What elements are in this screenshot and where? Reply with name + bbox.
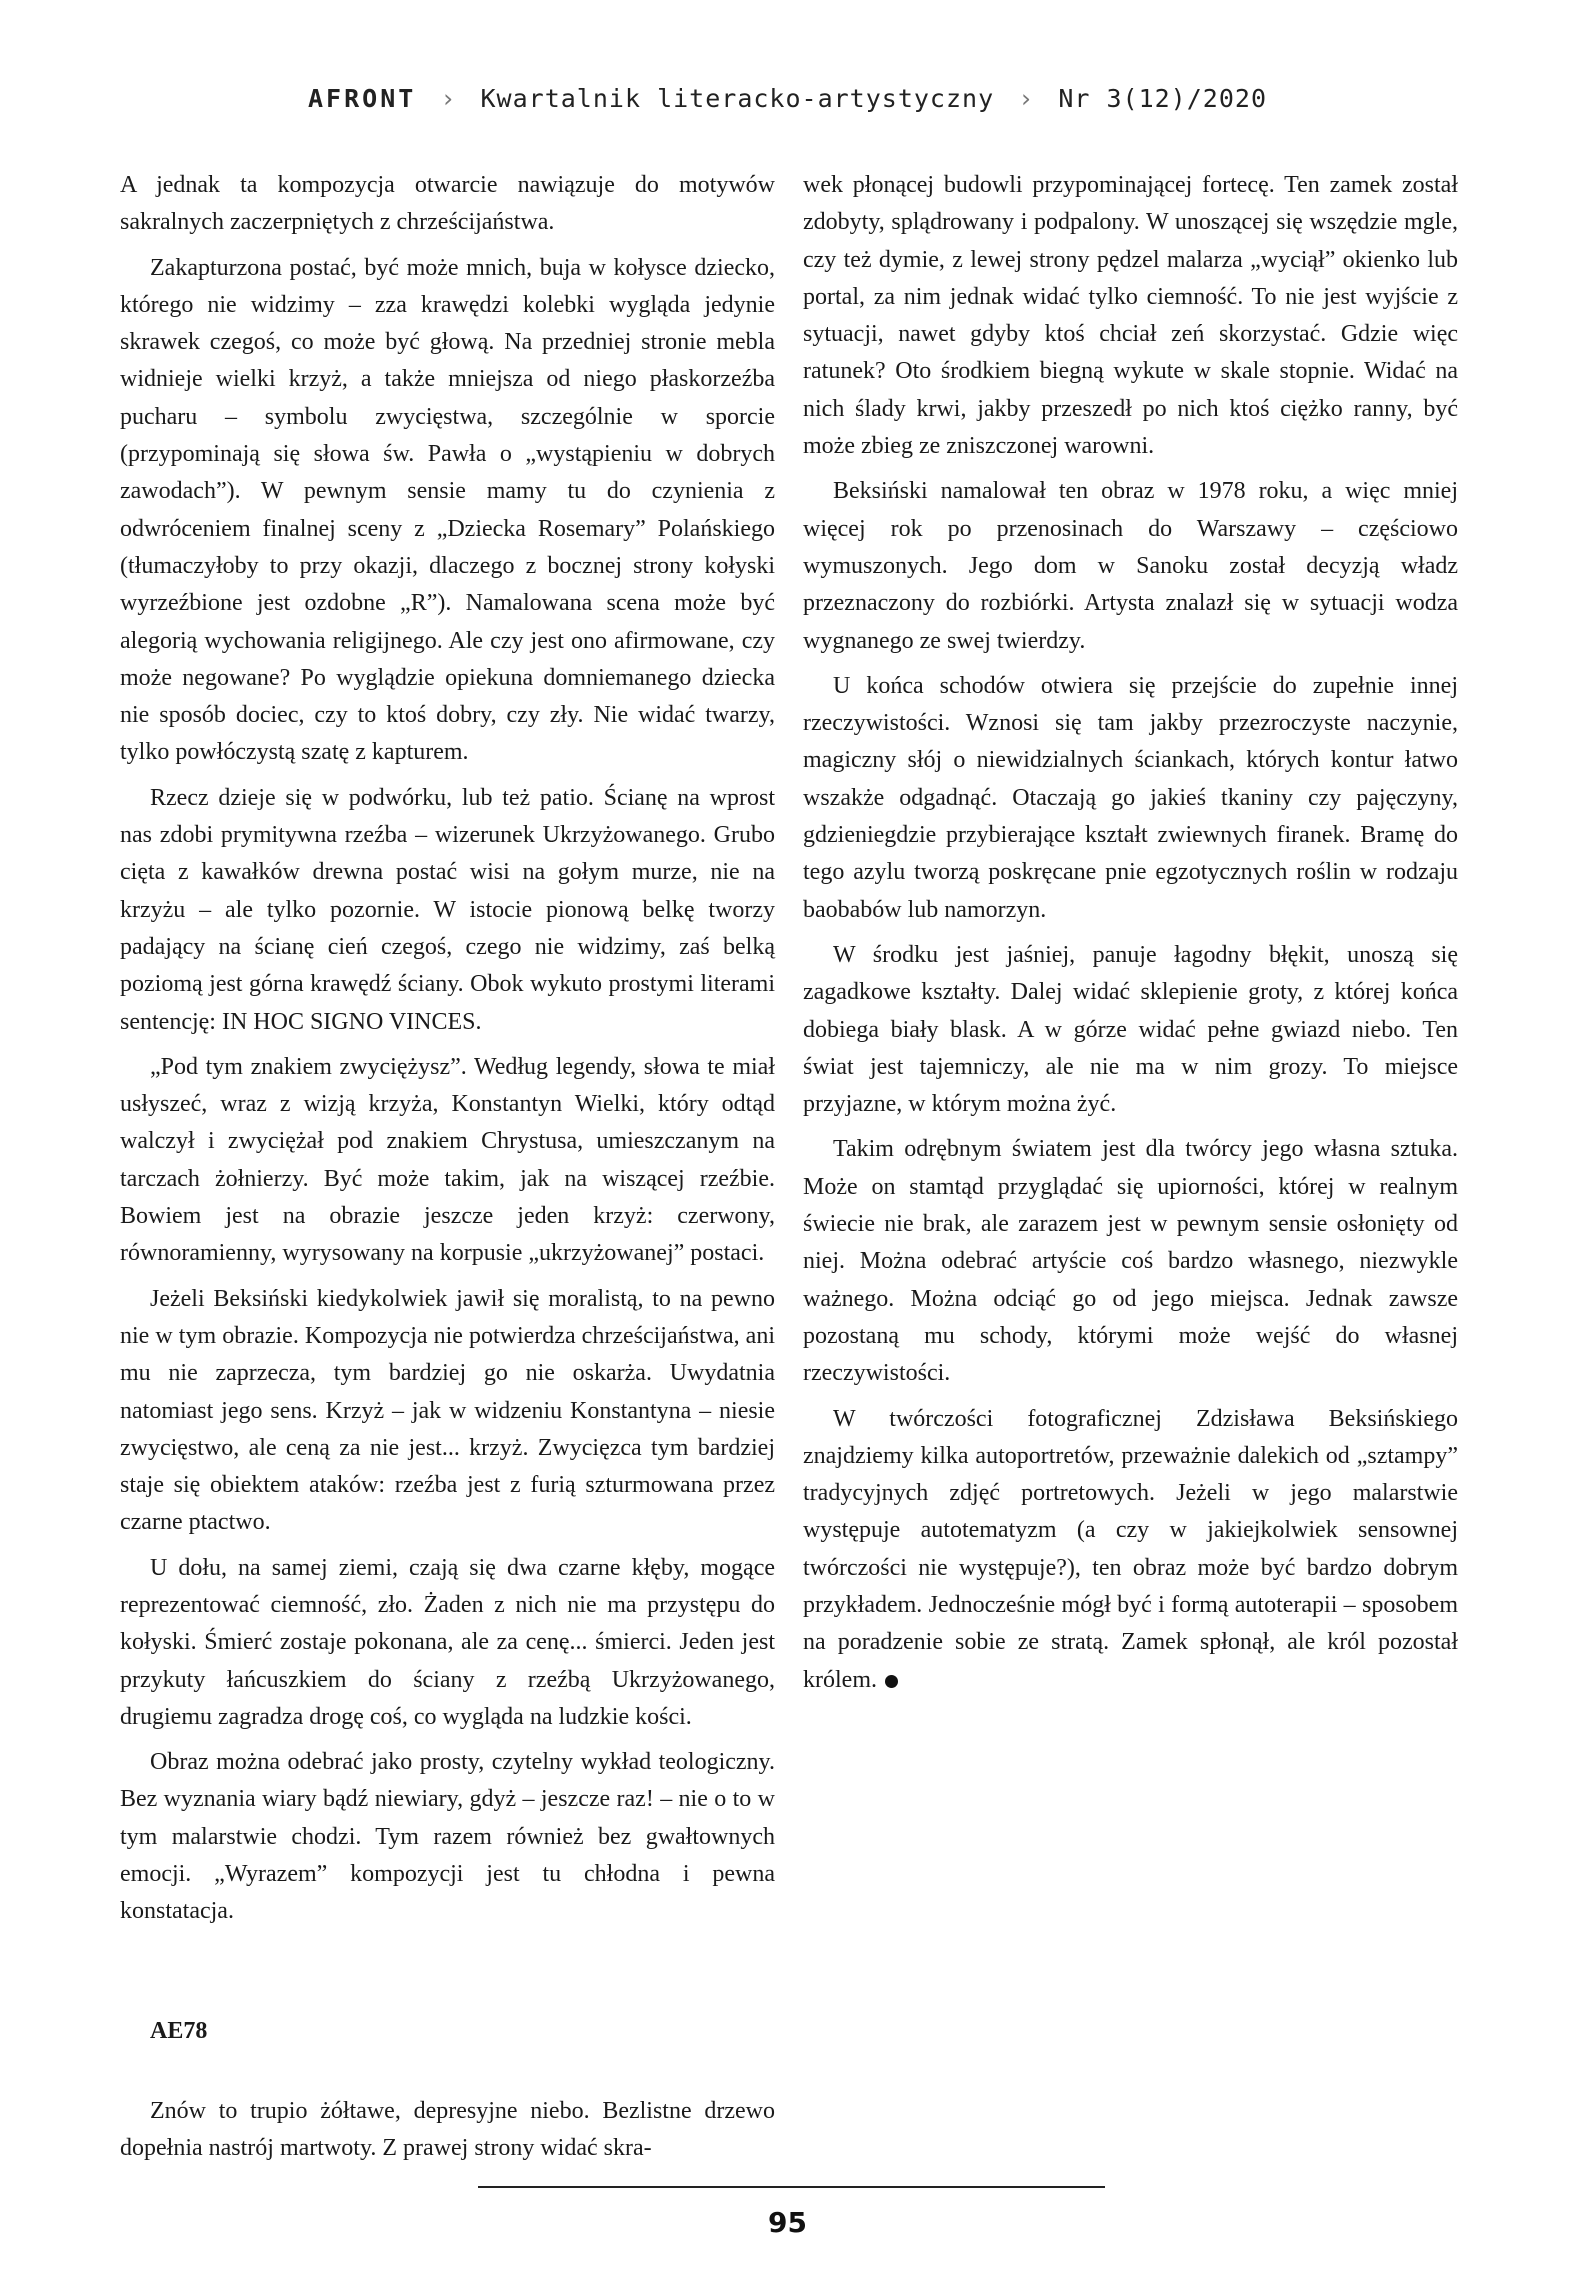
paragraph: Zakapturzona postać, być może mnich, buja w kołysce dziecko, którego nie widzimy – zza krawędzi kolebki wygląda jedynie skrawek czegoś, co może być głową. Na przedniej stronie mebla widnieje wielki krzyż, a także mniejsza od niego płaskorzeźba pucharu – symbolu zwycięstwa, szczególnie w sporcie (przypominają się słowa św. Pawła o „wystąpieniu w dobrych zawodach”). W pewnym sensie mamy tu do czynienia z odwróceniem finalnej sceny z „Dziecka Rosemary” Polańskiego (tłumaczyłoby to przy okazji, dlaczego z bocznej strony kołyski wyrzeźbione jest ozdobne „R”). Namalowana scena może być alegorią wychowania religijnego. Ale czy jest ono afirmowane, czy może negowane? Po wyglądzie opiekuna domniemanego dziecka nie sposób dociec, czy to ktoś dobry, czy zły. Nie widać twarzy, tylko powłóczystą szatę z kapturem.	[120, 254, 775, 766]
header-separator: ›	[1018, 84, 1035, 113]
paragraph: Jeżeli Beksiński kiedykolwiek jawił się moralistą, to na pewno nie w tym obrazie. Kompozycja nie potwierdza chrześcijaństwa, ani mu nie zaprzecza, tym bardziej go nie oskarża. Uwydatnia natomiast jego sens. Krzyż – jak w widzeniu Konstantyna – niesie zwycięstwo, ale ceną za nie jest... krzyż. Zwycięzca tym bardziej staje się obiektem ataków: rzeźba jest z furią szturmowana przez czarne ptactwo.	[120, 1285, 775, 1536]
running-header	[0, 84, 1575, 113]
paragraph: Beksiński namalował ten obraz w 1978 roku, a więc mniej więcej rok po przenosinach do Warszawy – częściowo wymuszonych. Jego dom w Sanoku został decyzją władz przeznaczony do rozbiórki. Artysta znalazł się w sytuacji wodza wygnanego ze swej twierdzy.	[803, 478, 1458, 654]
paragraph: Znów to trupio żółtawe, depresyjne niebo. Bezlistne drzewo dopełnia nastrój martwoty. Z prawej strony widać skra-	[120, 2098, 775, 2162]
paragraph: Rzecz dzieje się w podwórku, lub też patio. Ścianę na wprost nas zdobi prymitywna rzeźba – wizerunek Ukrzyżowanego. Grubo cięta z kawałków drewna postać wisi na gołym murze, nie na krzyżu – ale tylko pozornie. W istocie pionową belkę tworzy padający na ścianę cień czegoś, czego nie widzimy, zaś belką poziomą jest górna krawędź ściany. Obok wykuto prostymi literami sentencję: IN HOC SIGNO VINCES.	[120, 784, 775, 1035]
paragraph: U końca schodów otwiera się przejście do zupełnie innej rzeczywistości. Wznosi się tam jakby przezroczyste naczynie, magiczny słój o niewidzialnych ściankach, których kontur łatwo wszakże odgadnąć. Otaczają go jakieś tkaniny czy pajęczyny, gdzieniegdzie przybierające kształt zwiewnych firanek. Bramę do tego azylu tworzą poskręcane pnie egzotycznych roślin w rodzaju baobabów lub namorzyn.	[803, 672, 1458, 923]
paragraph: „Pod tym znakiem zwyciężysz”. Według legendy, słowa te miał usłyszeć, wraz z wizją krzyża, Konstantyn Wielki, który odtąd walczył i zwyciężał pod znakiem Chrystusa, umieszczanym na tarczach żołnierzy. Być może takim, jak na wiszącej rzeźbie. Bowiem jest na obrazie jeszcze jeden krzyż: czerwony, równoramienny, wyrysowany na korpusie „ukrzyżowanej” postaci.	[120, 1053, 775, 1267]
paragraph	[803, 1401, 1458, 1699]
paragraph: W środku jest jaśniej, panuje łagodny błękit, unoszą się zagadkowe kształty. Dalej widać sklepienie groty, z której końca dobiega biały blask. A w górze widać pełne gwiazd niebo. Ten świat jest tajemniczy, ale nie ma w nim grozy. To miejsce przyjazne, w którym można żyć.	[803, 941, 1458, 1118]
magazine-logo: AFRONT	[308, 84, 417, 113]
right-text-column	[803, 167, 1458, 1707]
issue-number: Nr 3(12)/2020	[1058, 84, 1267, 113]
paragraph: wek płonącej budowli przypominającej fortecę. Ten zamek został zdobyty, splądrowany i podpalony. W unoszącej się wszędzie mgle, czy też dymie, z lewej strony pędzel malarza „wyciął” okienko lub portal, za nim jednak widać tylko ciemność. To nie jest wyjście z sytuacji, nawet gdyby ktoś chciał zeń skorzystać. Gdzie więc ratunek? Oto środkiem biegną wykute w skale stopnie. Widać na nich ślady krwi, jakby przeszedł po nich ktoś ciężko ranny, być może zbieg ze zniszczonej warowni.	[803, 172, 1458, 460]
paragraph: A jednak ta kompozycja otwarcie nawiązuje do motywów sakralnych zaczerpniętych z chrześcijaństwa.	[120, 172, 775, 236]
end-mark-icon	[885, 1675, 898, 1688]
left-text-column	[120, 167, 775, 1939]
paragraph-text: W twórczości fotograficznej Zdzisława Beksińskiego znajdziemy kilka autoportretów, przeważnie dalekich od „sztampy” tradycyjnych zdjęć portretowych. Jeżeli w jego malarstwie występuje autotematyzm (a czy w jakiejkolwiek sensownej twórczości nie występuje?), ten obraz może być bardzo dobrym przykładem. Jednocześnie mógł być i formą autoterapii – sposobem na poradzenie sobie ze stratą. Zamek spłonął, ale król pozostał królem.	[803, 1405, 1458, 1693]
header-separator: ›	[440, 84, 457, 113]
footer-rule	[478, 2186, 1105, 2188]
paragraph: U dołu, na samej ziemi, czają się dwa czarne kłęby, mogące reprezentować ciemność, zło. Żaden z nich nie ma przystępu do kołyski. Śmierć zostaje pokonana, ale za cenę... śmierci. Jeden jest przykuty łańcuszkiem do ściany z rzeźbą Ukrzyżowanego, drugiemu zagradza drogę coś, co wygląda na ludzkie kości.	[120, 1554, 775, 1730]
paragraph: Obraz można odebrać jako prosty, czytelny wykład teologiczny. Bez wyznania wiary bądź niewiary, gdyż – jeszcze raz! – nie o to w tym malarstwie chodzi. Tym razem również bez gwałtownych emocji. „Wyrazem” kompozycji jest tu chłodna i pewna konstatacja.	[120, 1749, 775, 1925]
section-title: AE78	[150, 2018, 208, 2044]
page-number: 95	[768, 2206, 807, 2239]
paragraph: Takim odrębnym światem jest dla twórcy jego własna sztuka. Może on stamtąd przyglądać się upiorności, której w realnym świecie nie brak, ale zarazem jest w pewnym sensie osłonięty od niej. Można odebrać artyście coś bardzo własnego, niezwykle ważnego. Można odciąć go od jego miejsca. Jednak zawsze pozostaną mu schody, którymi może wejść do własnej rzeczywistości.	[803, 1136, 1458, 1387]
publication-name: Kwartalnik literacko-artystyczny	[480, 84, 995, 113]
